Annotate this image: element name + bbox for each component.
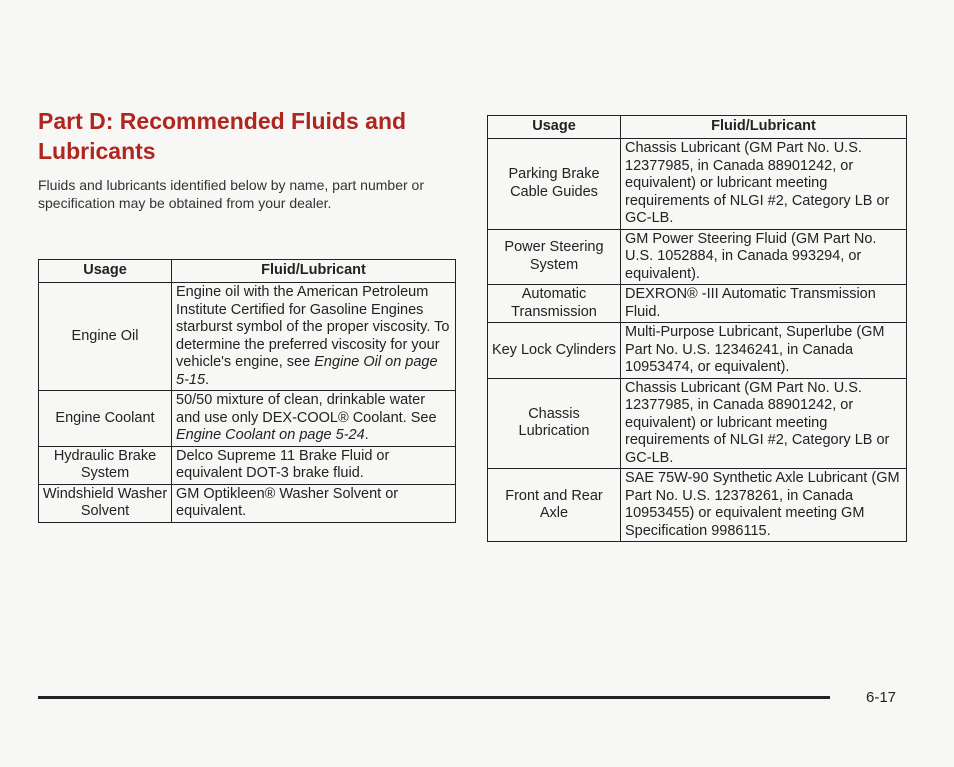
page-number: 6-17 [866,689,897,706]
fluid-cell: GM Optikleen® Washer Solvent or equivalent. [172,484,456,522]
usage-cell: Hydraulic Brake System [39,446,172,484]
page-reference: Engine Coolant on page 5-24 [176,427,365,443]
table-row [39,283,456,391]
fluids-table-left [38,259,456,523]
usage-column-header: Usage [39,260,172,283]
fluid-cell [172,283,456,391]
fluid-cell: GM Power Steering Fluid (GM Part No. U.S. 1052884, in Canada 993294, or equivalent). [621,229,907,285]
intro-paragraph: Fluids and lubricants identified below by name, part number or specification may be obtained from your dealer. [38,177,424,211]
table-row [39,391,456,447]
fluid-text: Engine oil with the American Petroleum Institute Certified for Gasoline Engines starburst symbol of the proper viscosity. To determine the preferred viscosity for your vehicle's engine, see [176,284,450,370]
table-row [488,285,907,323]
fluid-cell: Multi-Purpose Lubricant, Superlube (GM Part No. U.S. 12346241, in Canada 10953474, or equivalent). [621,323,907,379]
fluid-column-header: Fluid/Lubricant [621,116,907,139]
fluid-cell [172,391,456,447]
table-row [488,469,907,542]
usage-cell: Front and Rear Axle [488,469,621,542]
usage-cell: Automatic Transmission [488,285,621,323]
usage-cell: Power Steering System [488,229,621,285]
usage-cell: Engine Oil [39,283,172,391]
fluid-cell: Chassis Lubricant (GM Part No. U.S. 12377985, in Canada 88901242, or equivalent) or lubricant meeting requirements of NLGI #2, Category LB or GC-LB. [621,378,907,469]
fluid-text-end: . [205,371,210,388]
fluid-cell: Chassis Lubricant (GM Part No. U.S. 12377985, in Canada 88901242, or equivalent) or lubricant meeting requirements of NLGI #2, Category LB or GC-LB. [621,139,907,230]
usage-cell: Parking Brake Cable Guides [488,139,621,230]
usage-cell: Key Lock Cylinders [488,323,621,379]
table-row [488,378,907,469]
page-reference: Engine Oil on page 5-15 [176,354,438,388]
page-title: Part D: Recommended Fluids and Lubricants [38,108,407,164]
footer-rule [38,696,830,699]
table-row [488,323,907,379]
table-row [488,139,907,230]
usage-column-header: Usage [488,116,621,139]
table-header-row [488,116,907,139]
usage-cell: Engine Coolant [39,391,172,447]
fluid-cell: Delco Supreme 11 Brake Fluid or equivalent DOT-3 brake fluid. [172,446,456,484]
usage-cell: Chassis Lubrication [488,378,621,469]
fluid-text-end: . [364,427,369,443]
table-row [488,229,907,285]
fluid-column-header: Fluid/Lubricant [172,260,456,283]
fluid-text: 50/50 mixture of clean, drinkable water and use only DEX-COOL® Coolant. See [176,392,437,426]
fluid-cell: SAE 75W-90 Synthetic Axle Lubricant (GM Part No. U.S. 12378261, in Canada 10953455) or equivalent meeting GM Specification 9986115. [621,469,907,542]
fluid-cell: DEXRON® -III Automatic Transmission Fluid. [621,285,907,323]
table-header-row [39,260,456,283]
usage-cell: Windshield Washer Solvent [39,484,172,522]
table-row [39,484,456,522]
table-row [39,446,456,484]
fluids-table-right [487,115,907,542]
